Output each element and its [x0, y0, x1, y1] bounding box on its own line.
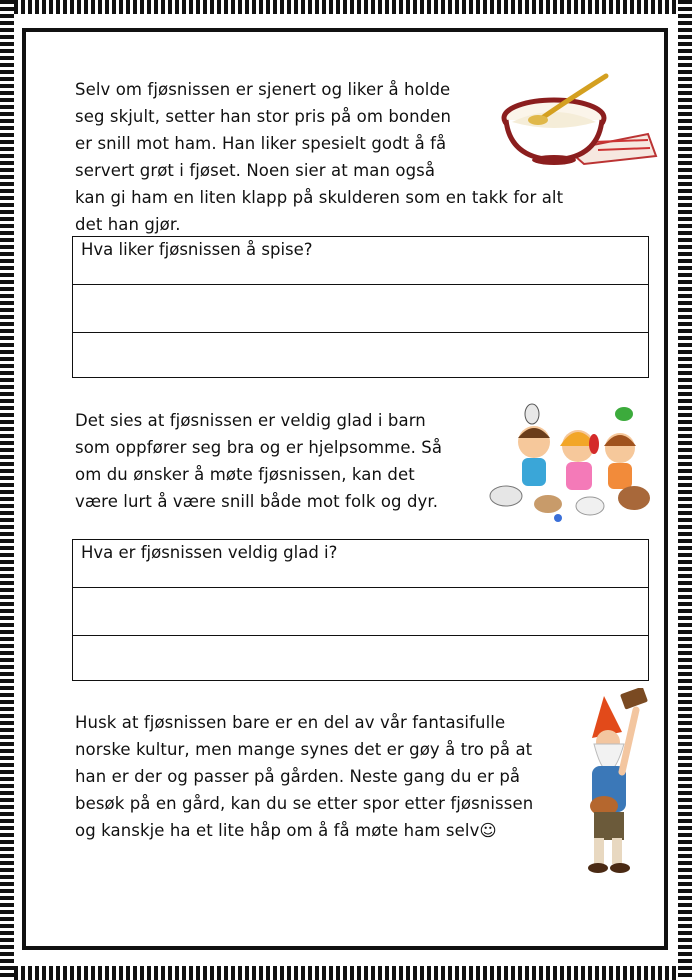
- porridge-bowl-icon: [498, 72, 658, 168]
- answer-line[interactable]: [73, 333, 648, 377]
- text-line: besøk på en gård, kan du se etter spor etter fjøsnissen: [75, 794, 534, 813]
- text-line: han er der og passer på gården. Neste gang du er på: [75, 767, 521, 786]
- question2-text: Hva er fjøsnissen veldig glad i?: [81, 543, 338, 562]
- question1-answer-box: [72, 236, 649, 378]
- border-top-strip: [0, 0, 692, 14]
- answer-line[interactable]: [73, 588, 648, 636]
- border-right-strip: [678, 0, 692, 980]
- question2-answer-box: [72, 539, 649, 681]
- gnome-icon: [578, 688, 652, 878]
- text-line: norske kultur, men mange synes det er gøy å tro på at: [75, 740, 533, 759]
- text-line: det han gjør.: [75, 215, 181, 234]
- text-line: som oppfører seg bra og er hjelpsomme. Så: [75, 438, 443, 457]
- text-line: Husk at fjøsnissen bare er en del av vår fantasifulle: [75, 713, 506, 732]
- text-line: seg skjult, setter han stor pris på om bonden: [75, 107, 452, 126]
- text-line: servert grøt i fjøset. Noen sier at man også: [75, 161, 436, 180]
- section2-paragraph: [75, 407, 442, 515]
- children-with-animals-icon: [486, 400, 656, 526]
- section1-paragraph: [75, 76, 563, 238]
- section3-paragraph: [75, 709, 533, 844]
- question-row: [73, 540, 648, 588]
- text-line: Det sies at fjøsnissen er veldig glad i barn: [75, 411, 426, 430]
- question1-text: Hva liker fjøsnissen å spise?: [81, 240, 313, 259]
- question-row: [73, 237, 648, 285]
- border-left-strip: [0, 0, 14, 980]
- border-bottom-strip: [0, 966, 692, 980]
- text-line: være lurt å være snill både mot folk og dyr.: [75, 492, 439, 511]
- answer-line[interactable]: [73, 636, 648, 680]
- text-line: kan gi ham en liten klapp på skulderen som en takk for alt: [75, 188, 564, 207]
- text-line: er snill mot ham. Han liker spesielt godt å få: [75, 134, 447, 153]
- text-line: Selv om fjøsnissen er sjenert og liker å holde: [75, 80, 451, 99]
- text-line: om du ønsker å møte fjøsnissen, kan det: [75, 465, 415, 484]
- text-line: og kanskje ha et lite håp om å få møte ham selv☺: [75, 821, 497, 840]
- answer-line[interactable]: [73, 285, 648, 333]
